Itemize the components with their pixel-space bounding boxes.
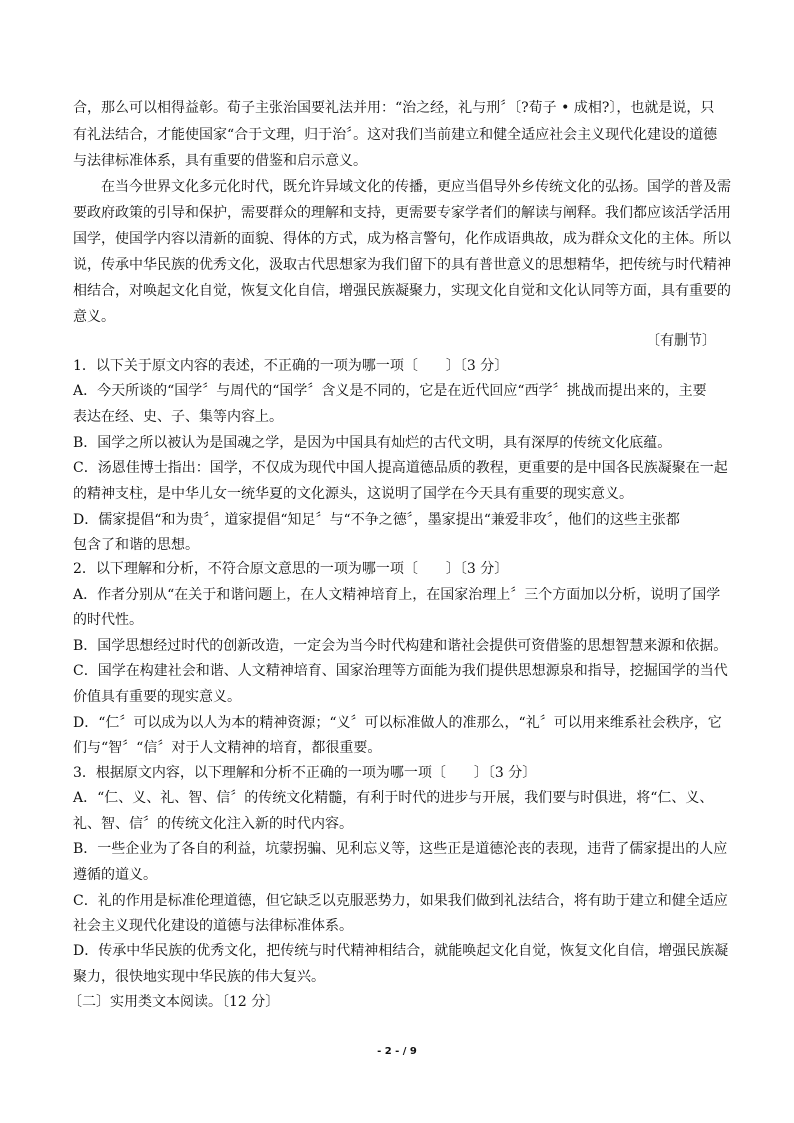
- question-3-option-b: B．一些企业为了各自的利益，坑蒙拐骗、见利忘义等，这些正是道德沦丧的表现，违背了儒家提出的人应: [73, 841, 728, 857]
- passage-line: 相结合，对唤起文化自觉，恢复文化自信，增强民族凝聚力，实现文化自觉和文化认同等方面，具有重要的: [73, 283, 731, 299]
- question-1-option-d: D．儒家提倡“和为贵〞，道家提倡“知足〞与“不争之德〞，墨家提出“兼爱非攻〞，他们的这些主张都: [73, 512, 680, 528]
- question-3-option-b-cont: 遵循的道义。: [73, 867, 157, 883]
- question-1-option-b: B．国学之所以被认为是国魂之学，是因为中国具有灿烂的古代文明，具有深厚的传统文化底蕴。: [73, 435, 672, 451]
- question-2-stem: 2．以下理解和分析，不符合原文意思的一项为哪一项〔 〕〔3 分〕: [73, 561, 509, 577]
- passage-line: 有礼法结合，才能使国家“合于文理，归于治〞。这对我们当前建立和健全适应社会主义现代化建设的道德: [73, 127, 718, 143]
- question-3-option-a-cont: 礼、智、信〞的传统文化注入新的时代内容。: [73, 816, 353, 832]
- question-1-option-a-cont: 表达在经、史、子、集等内容上。: [73, 409, 283, 425]
- question-3-option-c-cont: 社会主义现代化建设的道德与法律标准体系。: [73, 918, 353, 934]
- question-2-option-a: A．作者分别从“在关于和谐问题上，在人文精神培育上，在国家治理上〞三个方面加以分析，说明了国学: [73, 587, 721, 603]
- question-1-option-c-cont: 的精神支柱，是中华儿女一统华夏的文化源头，这说明了国学在今天具有重要的现实意义。: [73, 486, 633, 502]
- question-2-option-c: C．国学在构建社会和谐、人文精神培育、国家治理等方面能为我们提供思想源泉和指导，挖掘国学的当代: [73, 663, 728, 679]
- question-3-stem: 3．根据原文内容，以下理解和分析不正确的一项为哪一项〔 〕〔3 分〕: [73, 765, 537, 781]
- question-2-option-b: B．国学思想经过时代的创新改造，一定会为当今时代构建和谐社会提供可资借鉴的思想智慧来源和依据。: [73, 638, 728, 654]
- question-3-option-a: A．“仁、义、礼、智、信〞的传统文化精髓，有利于时代的进步与开展，我们要与时俱进，将“仁、义、: [73, 790, 714, 806]
- page-number: - 2 - / 9: [377, 1046, 417, 1057]
- passage-line: 国学，使国学内容以清新的面貌、得体的方式，成为格言警句，化作成语典故，成为群众文化的主体。所以: [73, 231, 731, 247]
- question-3-option-c: C．礼的作用是标准伦理道德，但它缺乏以克服恶势力，如果我们做到礼法结合，将有助于建立和健全适应: [73, 893, 728, 909]
- passage-line: 在当今世界文化多元化时代，既允许异域文化的传播，更应当倡导外乡传统文化的弘扬。国学的普及需: [101, 179, 731, 195]
- question-1-stem: 1．以下关于原文内容的表述，不正确的一项为哪一项〔 〕〔3 分〕: [73, 358, 509, 374]
- question-3-option-d: D．传承中华民族的优秀文化，把传统与时代精神相结合，就能唤起文化自觉，恢复文化自信，增强民族凝: [73, 943, 729, 959]
- passage-line: 要政府政策的引导和保护，需要群众的理解和支持，更需要专家学者们的解读与阐释。我们都应该活学活用: [73, 205, 731, 221]
- passage-line: 说，传承中华民族的优秀文化，汲取古代思想家为我们留下的具有普世意义的思想精华，把传统与时代精神: [73, 257, 731, 273]
- passage-line: 与法律标准体系，具有重要的借鉴和启示意义。: [73, 153, 367, 169]
- question-1-option-d-cont: 包含了和谐的思想。: [73, 537, 199, 553]
- question-3-option-d-cont: 聚力，很快地实现中华民族的伟大复兴。: [73, 969, 325, 985]
- abridged-note: 〔有删节〕: [646, 333, 716, 349]
- section-heading: 〔二〕实用类文本阅读。〔12 分〕: [68, 994, 280, 1010]
- question-2-option-d-cont: 们与“智〞“信〞对于人文精神的培育，都很重要。: [73, 740, 382, 756]
- question-1-option-c: C．汤恩佳博士指出：国学，不仅成为现代中国人提高道德品质的教程，更重要的是中国各民族凝聚在一起: [73, 460, 728, 476]
- passage-line: 意义。: [73, 309, 115, 325]
- passage-line: 合，那么可以相得益彰。荀子主张治国要礼法并用：“治之经，礼与刑〞〔?荀子 • 成相?〕，也就是说，只: [73, 100, 715, 116]
- question-2-option-d: D．“仁〞可以成为以人为本的精神资源；“义〞可以标准做人的准那么，“礼〞可以用来维系社会秩序，它: [73, 715, 722, 731]
- question-2-option-a-cont: 的时代性。: [73, 612, 143, 628]
- question-2-option-c-cont: 价值具有重要的现实意义。: [73, 689, 241, 705]
- question-1-option-a: A．今天所谈的“国学〞与周代的“国学〞含义是不同的，它是在近代回应“西学〞挑战而提出来的，主要: [73, 383, 707, 399]
